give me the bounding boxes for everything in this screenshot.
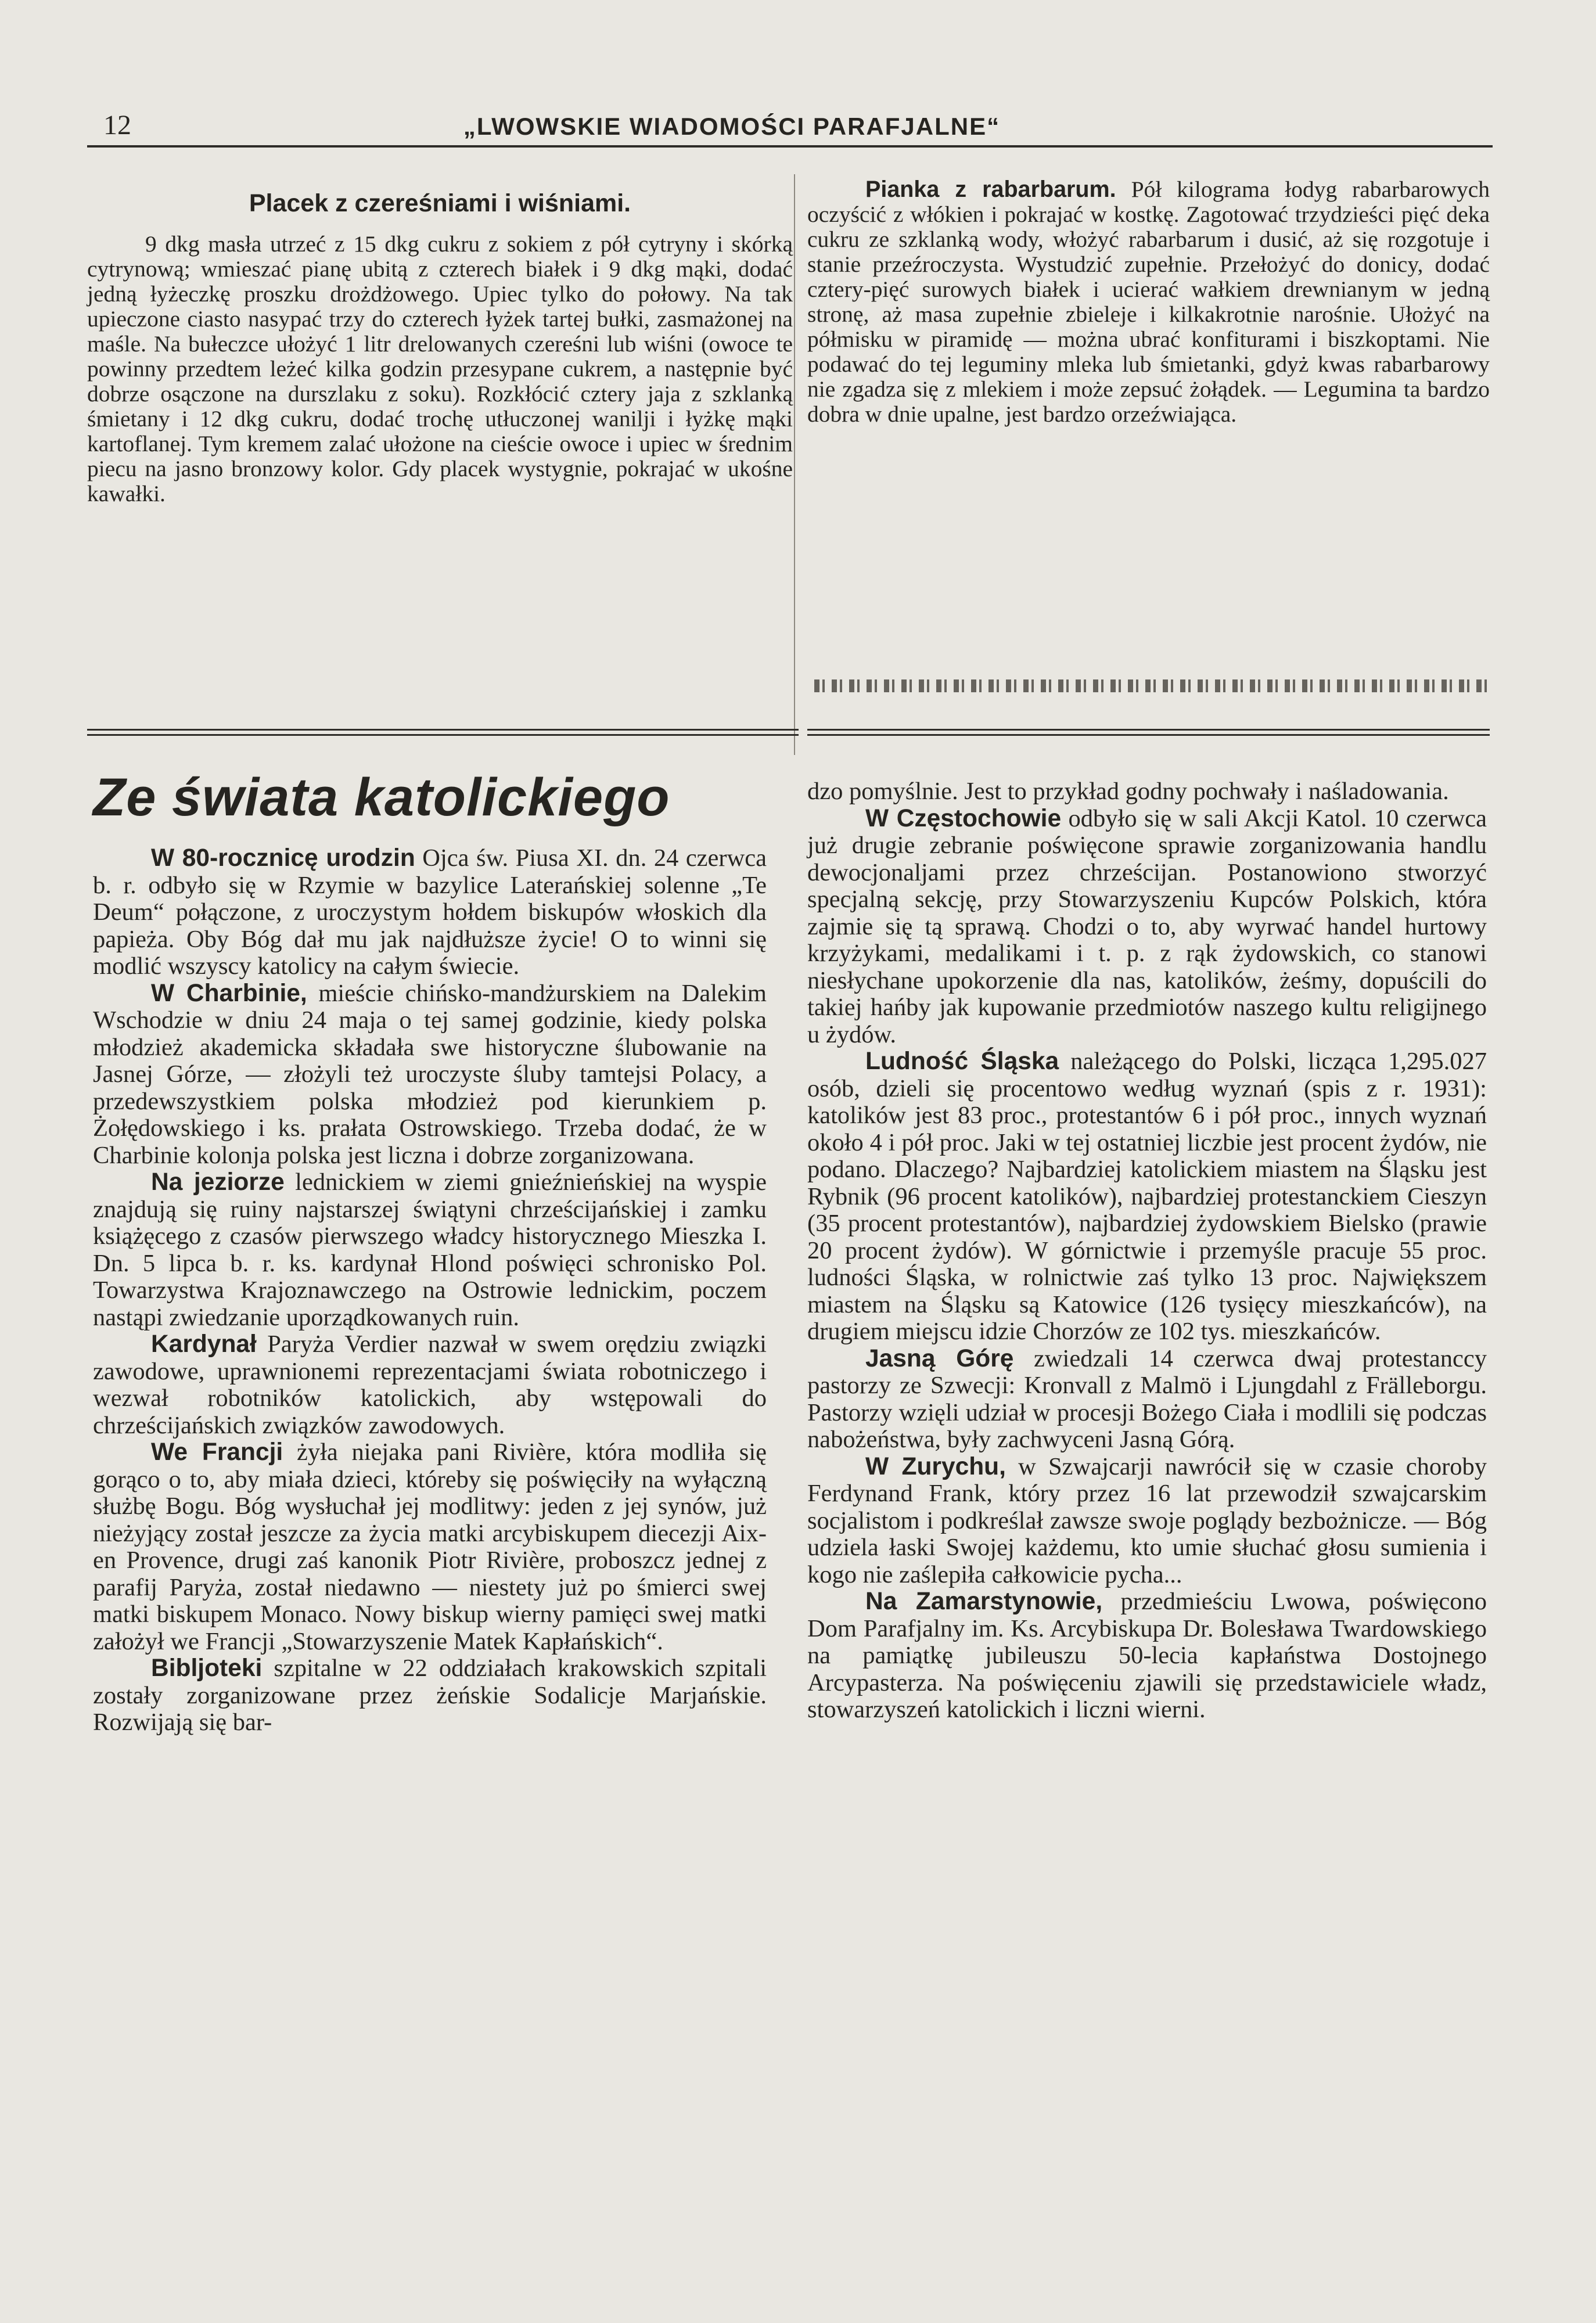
section-rule-left: [87, 729, 799, 736]
news-item: [807, 1346, 1487, 1454]
news-item-lead: Jasną Górę: [865, 1344, 1014, 1372]
news-item: [93, 1169, 767, 1331]
recipe-rhubarb: [807, 177, 1490, 427]
news-item-lead: W 80-rocznicę urodzin: [151, 844, 415, 872]
news-item: [93, 1439, 767, 1655]
news-item: [807, 1454, 1487, 1589]
news-item-lead: Na jeziorze: [151, 1168, 285, 1196]
news-item-text: szpitalne w 22 oddziałach krakowskich szpitali zostały zorganizowane przez żeńskie Sodalicje Marjańskie. Rozwijają się bar-: [93, 1655, 767, 1736]
header-rule: [87, 145, 1493, 148]
news-item-text: lednickiem w ziemi gnieźnieńskiej na wyspie znajdują się ruiny najstarszej świątyni chrześcijańskiej i zamku książęcego z czasów pierwszego władcy historycznego Mieszka I. Dn. 5 lipca b. r. ks. kardynał Hlond poświęci schronisko Pol. Towarzystwa Krajoznawczego na Ostrowie lednickim, poczem nastąpi zwiedzanie uporządkowanych ruin.: [93, 1168, 767, 1331]
news-item-text: należącego do Polski, licząca 1,295.027 osób, dzieli się procentowo według wyznań (spis z r. 1931): katolików jest 83 proc., protestantów 6 i pół proc., innych wyznań około 4 i pół proc. Jaki w tej ostatniej liczbie jest procent żydów, nie podano. Dlaczego? Najbardziej katolickiem miastem na Śląsku jest Rybnik (96 procent katolików), najbardziej protestanckiem Cieszyn (35 procent protestantów), najbardziej żydowskiem Bielsko (prawie 20 procent żydów). W górnictwie i przemyśle pracuje 55 proc. ludności Śląska, w rolnictwie zaś tylko 13 proc. Największem miastem na Śląsku są Katowice (126 tysięcy mieszkańców), na drugiem miejscu idzie Chorzów ze 102 tys. mieszkańców.: [807, 1048, 1487, 1345]
news-item-lead: Bibljoteki: [151, 1655, 263, 1682]
news-item-text: przedmieściu Lwowa, poświęcono Dom Parafjalny im. Ks. Arcybiskupa Dr. Bolesława Twardowskiego na pamiątkę jubileuszu 50-lecia kapłaństwa Dostojnego Arcypasterza. Na poświęceniu zjawili się przedstawiciele władz, stowarzyszeń katolickich i liczni wierni.: [807, 1588, 1487, 1723]
recipe-cake-text: 9 dkg masła utrzeć z 15 dkg cukru z sokiem z pół cytryny i skórką cytrynową; wmieszać pianę ubitą z czterech białek i 9 dkg mąki, dodać jedną łyżeczkę proszku drożdżowego. Upiec tylko do połowy. Na tak upieczone ciasto nasypać trzy do czterech łyżek tartej bułki, zasmażonej na maśle. Na bułeczce ułożyć 1 litr drelowanych czereśni lub wiśni (owoce te powinny przedtem leżeć kilka godzin przesypane cukrem, a następnie być dobrze osączone na durszlaku z soku). Rozkłócić cztery jaja z szklanką śmietany i 12 dkg cukru, dodać trochę utłuczonej wanilji i łyżkę mąki kartoflanej. Tym kremem zalać ułożone na cieście owoce i upiec w średnim piecu na jasno bronzowy kolor. Gdy placek wystygnie, pokrajać w ukośne kawałki.: [87, 231, 793, 506]
news-item-lead: Na Zamarstynowie,: [865, 1588, 1103, 1615]
news-column-right: [807, 778, 1487, 1724]
news-item: [93, 1331, 767, 1439]
recipe-rhubarb-text: Pół kilograma łodyg rabarbarowych oczyścić z włókien i pokrajać w kostkę. Zagotować trzydzieści pięć deka cukru ze szklanką wody, włożyć rabarbarum i dusić, aż się rozgotuje i stanie przeźroczysta. Wystudzić zupełnie. Przełożyć do donicy, dodać cztery-pięć surowych białek i ucierać wałkiem drewnianym w jedną stronę, aż masa zupełnie zbieleje i kilkakrotnie narośnie. Ułożyć na półmisku w piramidę — można ubrać konfiturami i biszkoptami. Nie podawać do tej leguminy mleka lub śmietanki, gdyż kwas rabarbarowy nie zgadza się z mlekiem i może zepsuć żołądek. — Legumina ta bardzo dobra w dnie upalne, jest bardzo orzeźwiająca.: [807, 177, 1490, 427]
news-item: [807, 1048, 1487, 1346]
news-item: [807, 1588, 1487, 1724]
column-divider: [794, 174, 795, 755]
publication-title: „LWOWSKIE WIADOMOŚCI PARAFJALNE“: [463, 113, 1001, 140]
recipe-rhubarb-title: Pianka z rabarbarum.: [865, 177, 1116, 202]
news-item-text: Paryża Verdier nazwał w swem orędziu związki zawodowe, uprawnionemi reprezentacjami świata robotniczego i wezwał robotników katolickich, aby wstępowali do chrześcijańskich związków zawodowych.: [93, 1330, 767, 1439]
news-item: [93, 845, 767, 980]
page-header: [87, 109, 1493, 144]
news-item-lead: W Charbinie,: [151, 979, 307, 1007]
news-item: [93, 1655, 767, 1736]
news-item-text: Ojca św. Piusa XI. dn. 24 czerwca b. r. odbyło się w Rzymie w bazylice Laterańskiej solenne „Te Deum“ połączone, z uroczystym hołdem biskupów włoskich dla papieża. Oby Bóg dał mu jak najdłuższe życie! O to winni się modlić wszyscy katolicy na całym świecie.: [93, 844, 767, 980]
news-continuation: dzo pomyślnie. Jest to przykład godny pochwały i naśladowania.: [807, 778, 1449, 805]
page-number: 12: [103, 110, 131, 141]
recipe-cake-title: Placek z czereśniami i wiśniami.: [249, 189, 631, 217]
news-item: [807, 806, 1487, 1049]
news-item: [93, 980, 767, 1170]
news-item-lead: W Zurychu,: [865, 1452, 1006, 1480]
news-item-lead: Ludność Śląska: [865, 1048, 1059, 1075]
recipe-cake: [87, 174, 793, 506]
news-item-text: w Szwajcarji nawrócił się w czasie choroby Ferdynand Frank, który przez 16 lat przewodził szwajcarskim socjalistom i podkreślał zawsze swoje poglądy bezbożnicze. — Bóg udziela łaski Swojej każdemu, kto umie słuchać głosu sumienia i kogo nie zaślepiła całkowicie pycha...: [807, 1452, 1487, 1588]
section-title: Ze świata katolickiego: [93, 768, 670, 827]
news-item-text: mieście chińsko-mandżurskiem na Dalekim Wschodzie w dniu 24 maja o tej samej godzinie, kiedy polska młodzież akademicka składała swe historyczne ślubowanie na Jasnej Górze, — złożyli też uroczyste śluby tamtejsi Polacy, a przedewszystkiem polska młodzież pod kierunkiem p. Żołędowskiego i ks. prałata Ostrowskiego. Trzeba dodać, że w Charbinie kolonja polska jest liczna i dobrze zorganizowana.: [93, 979, 767, 1169]
decorative-border: [814, 679, 1488, 692]
news-item-lead: We Francji: [151, 1439, 283, 1466]
news-item-text: zwiedzali 14 czerwca dwaj protestanccy pastorzy ze Szwecji: Kronvall z Malmö i Ljungdahl z Frälleborgu. Pastorzy wzięli udział w procesji Bożego Ciała i modlili się podczas nabożeństwa, były zachwyceni Jasną Górą.: [807, 1344, 1487, 1453]
news-item-lead: Kardynał: [151, 1330, 257, 1358]
news-item-lead: W Częstochowie: [865, 804, 1062, 832]
news-item-text: żyła niejaka pani Rivière, która modliła się gorąco o to, aby miała dzieci, któreby się poświęciły na wyłączną służbę Bogu. Bóg wysłuchał jej modlitwy: jeden z jej synów, już nieżyjący został jeszcze za życia matki arcybiskupem diecezji Aix-en Provence, drugi zaś kanonik Piotr Rivière, proboszcz jednej z parafij Paryża, został niedawno — niestety już po śmierci swej matki biskupem Monaco. Nowy biskup wierny pamięci swej matki założył we Francji „Stowarzyszenie Matek Kapłańskich“.: [93, 1439, 767, 1655]
news-column-left: [93, 845, 767, 1736]
section-rule-right: [807, 729, 1490, 736]
news-item-text: odbyło się w sali Akcji Katol. 10 czerwca już drugie zebranie poświęcone sprawie zorganizowania handlu dewocjonaljami przez chrześcijan. Postanowiono stworzyć specjalną sekcję, przy Stowarzyszeniu Kupców Polskich, która zajmie się tą sprawą. Chodzi o to, aby wyrwać handel hurtowy krzyżykami, medalikami i t. p. z rąk żydowskich, co stanowi niesłychane upokorzenie dla nas, katolików, żeśmy, dopuścili do takiej hańby jak kupowanie przedmiotów naszego kultu religijnego u żydów.: [807, 804, 1487, 1048]
